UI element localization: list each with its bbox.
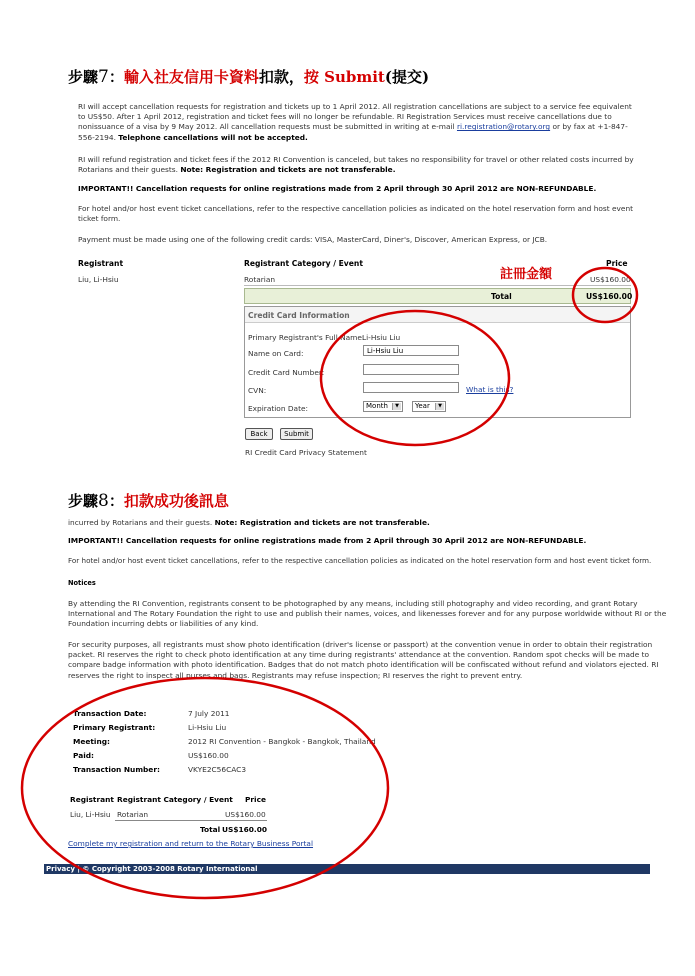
email-link[interactable]: ri.registration@rotary.org [456,122,551,132]
receipt-total-label: Total [200,825,221,834]
back-button[interactable]: Back [245,428,273,440]
important-note: IMPORTANT!! Cancellation requests for online registrations made from 2 April through 30 April 2012 are NON-REFUNDABLE. [78,184,597,193]
receipt-registrant: Liu, Li-Hsiu [70,810,111,819]
tx-date-value: 7 July 2011 [188,709,230,718]
s8-hotel-line: For hotel and/or host event ticket cancellations, refer to the respective cancellation policies as indicated on the hotel reservation form and host event ticket form. [68,556,652,565]
total-value: US$160.00 [586,292,633,301]
meeting-label: Meeting: [73,737,110,746]
primary-registrant-value: Li-Hsiu Liu [362,333,401,342]
primary-registrant-value: Li-Hsiu Liu [188,723,227,732]
what-is-this-link[interactable]: What is this? [466,385,514,394]
s8-transfer-line: incurred by Rotarians and their guests. Note: Registration and tickets are not transferable. [68,518,430,527]
receipt-col-registrant: Registrant [70,795,114,804]
card-number-label: Credit Card Number: [248,368,325,377]
submit-button[interactable]: Submit [280,428,313,440]
name-on-card-label: Name on Card: [248,349,304,358]
registrant-price: US$160.00 [590,275,631,284]
amount-annotation: 註冊金額 [500,267,553,282]
col-registrant-header: Registrant [78,259,124,268]
footer-text[interactable]: Privacy | © Copyright 2003-2008 Rotary International [46,865,258,873]
col-category-header: Registrant Category / Event [244,259,363,268]
s8-important-line: IMPORTANT!! Cancellation requests for online registrations made from 2 April through 30 April 2012 are NON-REFUNDABLE. [68,536,587,545]
step8-heading: 步驟8：扣款成功後訊息 [68,491,229,511]
tx-date-label: Transaction Date: [73,709,147,718]
payment-paragraph: Payment must be made using one of the following credit cards: VISA, MasterCard, Diner's, Discover, American Express, or JCB. [78,235,548,244]
registrant-category: Rotarian [244,275,276,284]
receipt-total-value: US$160.00 [222,825,267,834]
paid-value: US$160.00 [188,751,229,760]
notices-heading: Notices [68,579,96,587]
hotel-paragraph: For hotel and/or host event ticket cancellations, refer to the respective cancellation policies as indicated on the hotel reservation form and host event ticket form. [78,204,634,224]
credit-card-title: Credit Card Information [248,311,350,320]
privacy-statement: RI Credit Card Privacy Statement [245,448,367,457]
price-circle [573,268,637,322]
tx-number-value: VKYE2C56CAC3 [188,765,247,774]
expiration-label: Expiration Date: [248,404,309,413]
year-select-value: Year [415,402,430,410]
primary-registrant-label: Primary Registrant's Full Name: [248,333,365,342]
cvn-label: CVN: [248,386,267,395]
month-select-value: Month [366,402,388,410]
chevron-down-icon: ▼ [435,403,444,410]
cancellation-paragraph: RI will accept cancellation requests for registration and tickets up to 1 April 2012. All registration cancellations are subject to a service fee equivalent to US$50. After 1 April 2012, registration and ticket fees will no longer be refundable. RI Registration Services must receive cancellations due to nonissuance of a visa by 9 May 2012. All cancellation requests must be submitted in writing at e-mail ri.registration@rotary.org or by fax at +1-847- 556-2194. Telephone cancellations will not be accepted. [78,102,632,142]
col-price-header: Price [606,259,628,268]
tx-number-label: Transaction Number: [73,765,160,774]
receipt-col-price: Price [245,795,266,804]
registrant-name: Liu, Li-Hsiu [78,275,119,284]
refund-paragraph: RI will refund registration and ticket fees if the 2012 RI Convention is canceled, but takes no responsibility for travel or other related costs incurred by Rotarians and their guests. Note: Registration and tickets are not transferable. [78,155,634,175]
step7-heading: 步驟7：輸入社友信用卡資料扣款，按 Submit(提交) [68,67,430,87]
receipt-price: US$160.00 [225,810,266,819]
meeting-value: 2012 RI Convention - Bangkok - Bangkok, Thailand [188,737,376,746]
receipt-category: Rotarian [117,810,149,819]
total-label: Total [491,292,512,301]
name-on-card-input[interactable]: Li-Hsiu Liu [363,345,459,356]
notice-photography: By attending the RI Convention, registrants consent to be photographed by any means, including still photography and video recording, and grant Rotary International and The Rotary Foundation the right to use and publish their names, voices, and likenesses forever and for any purpose worldwide without RI or the Foundation incurring debts or liabilities of any kind. [68,599,667,629]
complete-registration-link[interactable]: Complete my registration and return to the Rotary Business Portal [68,839,314,848]
credit-card-circle [321,311,509,445]
paid-label: Paid: [73,751,94,760]
primary-registrant-label: Primary Registrant: [73,723,156,732]
notice-security: For security purposes, all registrants must show photo identification (driver's license or passport) at the convention venue in order to obtain their registration packet. RI reserves the right to check photo identification at any time during registrants' attendance at the convention. Random spot checks will be made to compare badge information with photo identification. Badges that do not match photo identification will be confiscated without refund and violators ejected. RI reserves the right to inspect all purses and bags. Registrants may refuse inspection; RI reserves the right to prevent entry. [68,640,659,680]
success-message-circle [22,678,388,898]
receipt-col-category: Registrant Category / Event [117,795,233,804]
chevron-down-icon: ▼ [392,403,401,410]
